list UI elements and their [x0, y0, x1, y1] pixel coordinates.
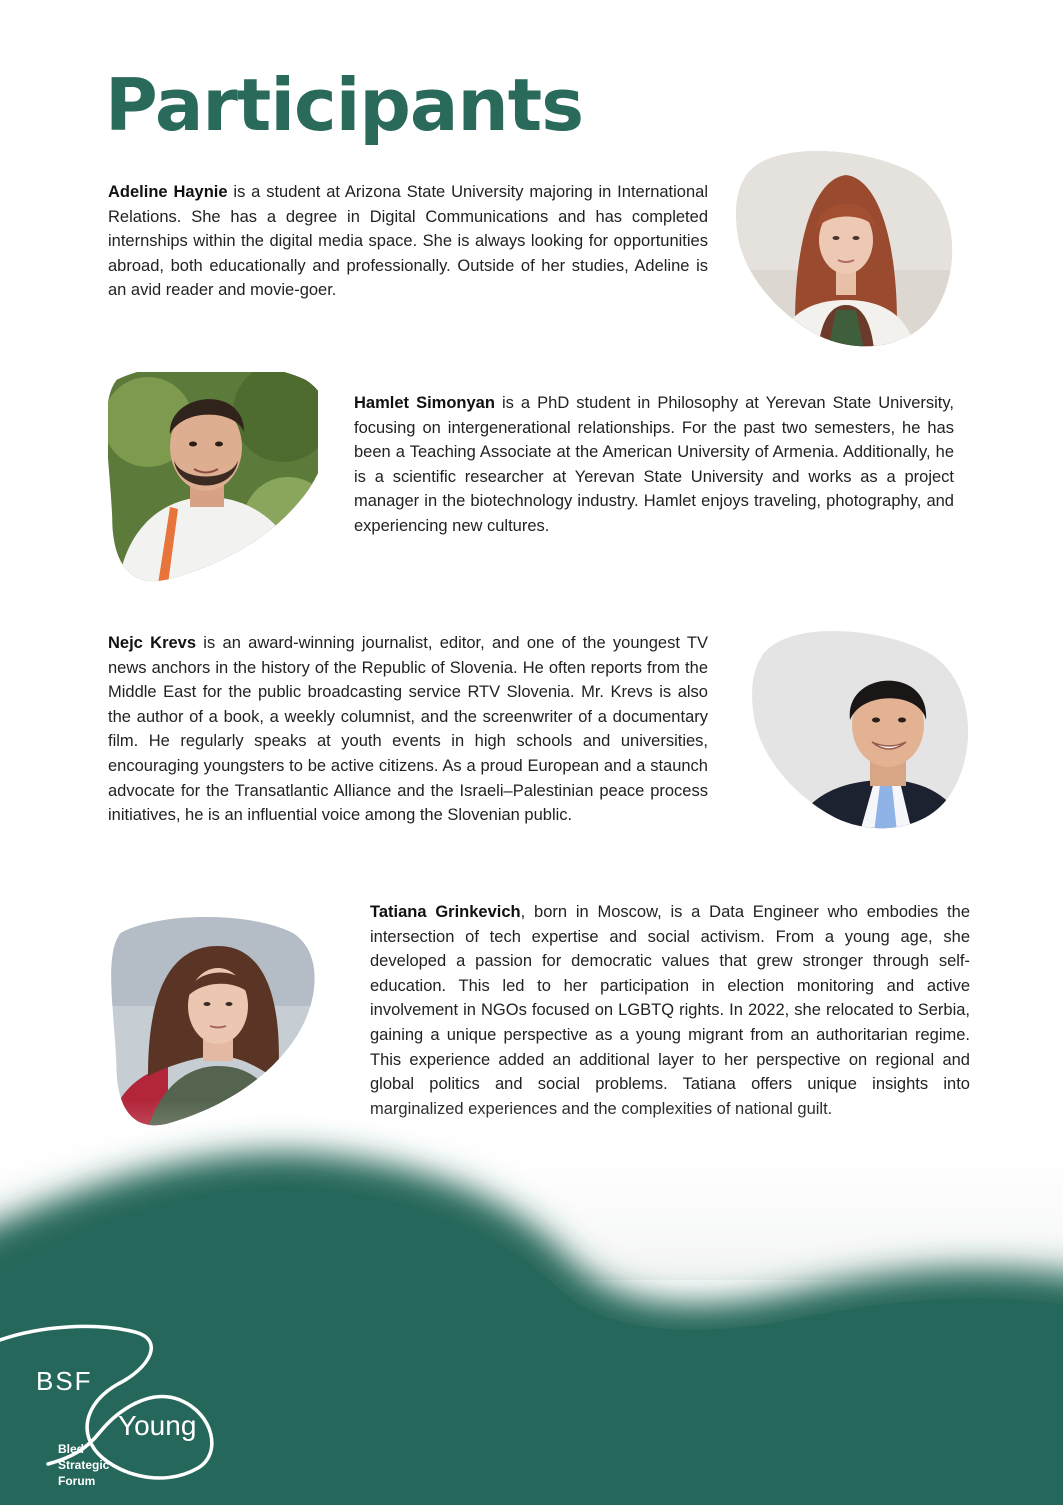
portrait-hamlet-simonyan — [108, 372, 318, 584]
participant-bio-adeline-haynie — [108, 180, 708, 303]
logo-line-strategic: Strategic — [58, 1458, 110, 1472]
portrait-nejc-krevs — [752, 630, 972, 832]
participant-description: , born in Moscow, is a Data Engineer who embodies the intersection of tech expertise and social activism. From a young age, she developed a passion for democratic values that grew stronger through self-education. This led to her participation in election monitoring and active involvement in NGOs focused on LGBTQ rights. In 2022, she relocated to Serbia, gaining a unique perspective as a young migrant from an authoritarian regime. This experience added an additional layer to her perspective on regional and global politics and social problems. Tatiana offers unique insights into — [370, 903, 970, 1094]
participant-bio-hamlet-simonyan — [354, 391, 954, 539]
portrait-tatiana-grinkevich — [108, 916, 318, 1128]
participant-name: Nejc Krevs — [108, 634, 197, 652]
portrait-adeline-haynie — [736, 150, 956, 350]
logo-young: Young — [118, 1410, 197, 1441]
participant-description: is a PhD student in Philosophy at Yerevan State University, focusing on intergenerational relationships. For the past two semesters, he has been a Teaching Associate at the American University of Armenia. Additionally, he is a scientific researcher at Yerevan State University and works as a project manager in the biotechnology industry. Hamlet enjoys traveling, photography, and experiencing new cultures. — [354, 394, 954, 535]
participant-description: is an award-winning journalist, editor, and one of the youngest TV news anchors in the history of the Republic of Slovenia. He often reports from the Middle East for the public broadcasting service RTV Slovenia. Mr. Krevs is also the author of a book, a weekly columnist, and the screenwriter of a documentary film. He regularly speaks at youth events in high schools and universities, encouraging youngsters to be active citizens. As a proud European and a staunch advocate for the Transatlantic Alliance and the Israeli–Palestinian peace process initiatives, he is an influential voice among the Slovenian public. — [108, 634, 708, 825]
participant-name: Adeline Haynie — [108, 183, 228, 201]
participant-bio-nejc-krevs — [108, 631, 708, 828]
participant-bio-tatiana-grinkevich — [370, 900, 970, 1121]
logo-line-forum: Forum — [58, 1474, 96, 1488]
participant-name: Tatiana Grinkevich — [370, 903, 521, 921]
logo-abbr: BSF — [36, 1366, 93, 1396]
page-title: Participants — [105, 63, 584, 147]
logo-line-bled: Bled — [58, 1442, 85, 1456]
participant-name: Hamlet Simonyan — [354, 394, 495, 412]
participant-description: is a student at Arizona State University majoring in International Relations. She has a degree in Digital Communications and has completed internships within the digital media space. She is always looking for opportunities abroad, both educationally and professionally. Outside of her studies, Adeline is an avid reader and movie-goer. — [108, 183, 708, 300]
logo-loop-icon — [0, 1318, 230, 1498]
